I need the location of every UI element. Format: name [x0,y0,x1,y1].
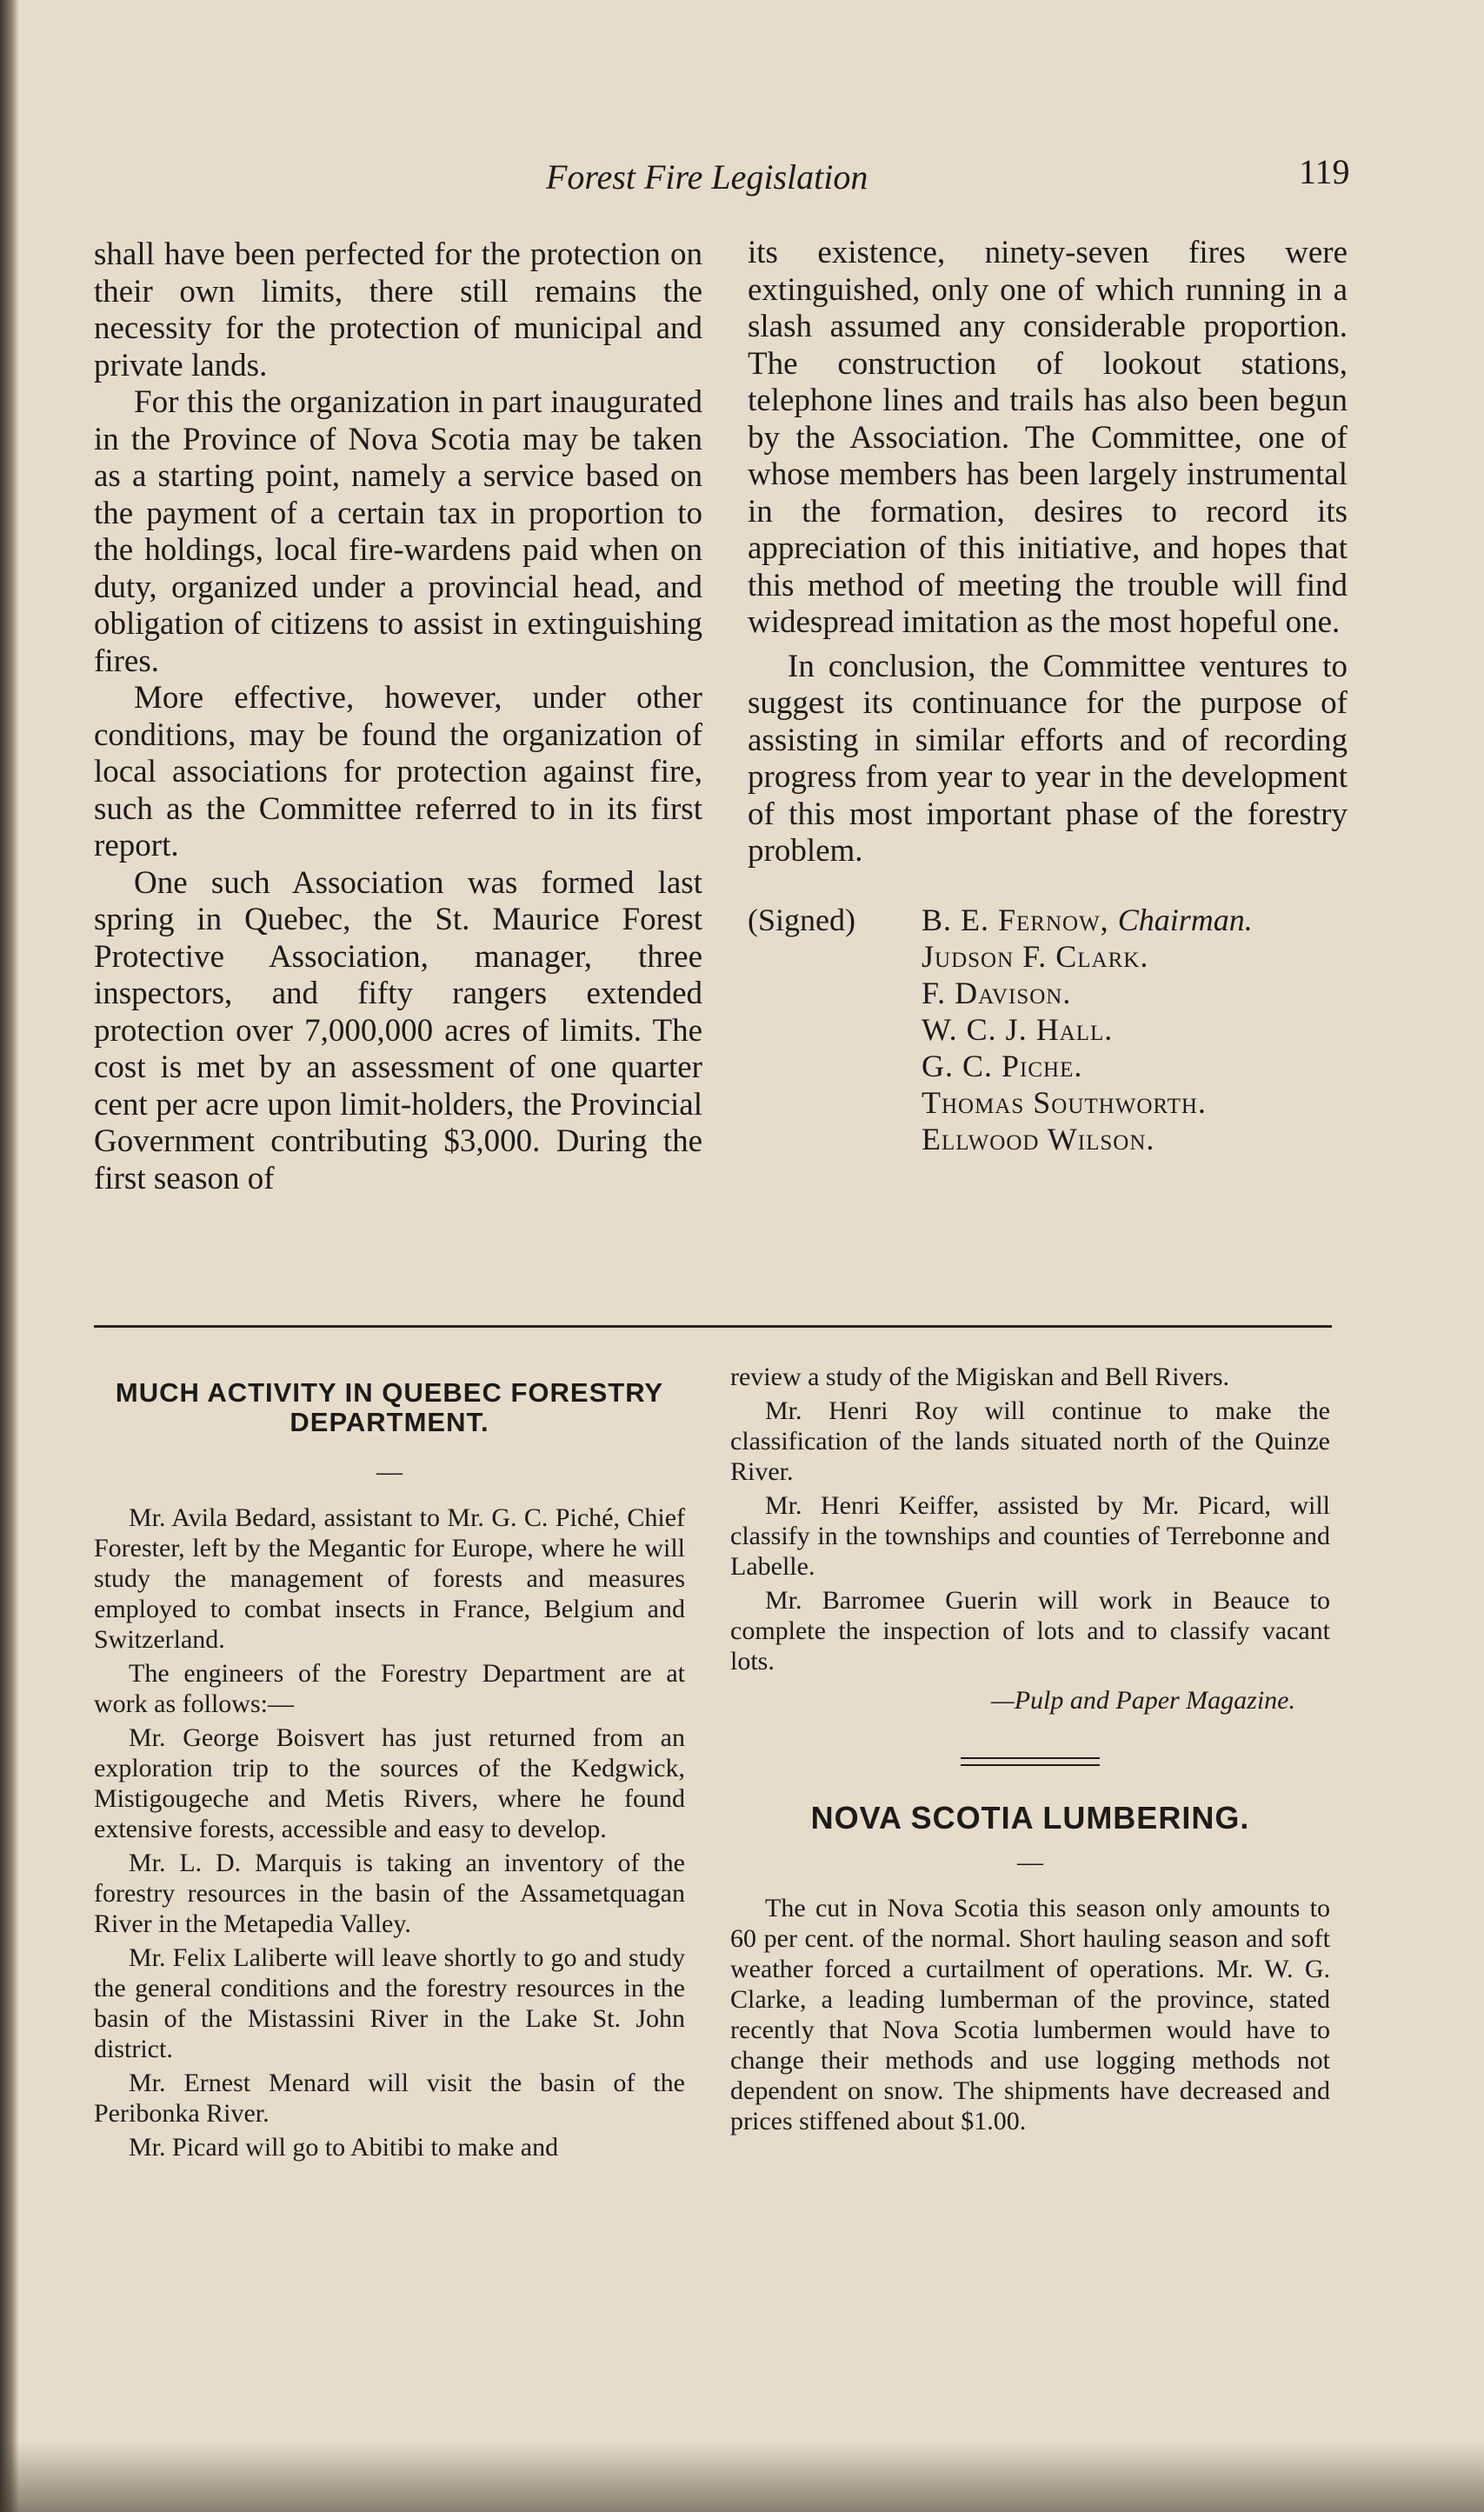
chairman-role: Chairman. [1117,902,1253,937]
report-column-left [94,237,702,1197]
paragraph: Mr. Henri Keiffer, assisted by Mr. Picard, will classify in the townships and counties of Terrebonne and Labelle. [730,1491,1330,1581]
paragraph: Mr. Barromee Guerin will work in Beauce to complete the inspection of lots and to classify vacant lots. [730,1586,1330,1676]
article-credit: —Pulp and Paper Magazine. [991,1686,1295,1715]
signatory: F. Davison. [922,975,1072,1010]
paragraph: Mr. Henri Roy will continue to make the classification of the lands situated north of the Quinze River. [730,1396,1330,1486]
page-binding-shadow [0,0,19,2512]
signatory: Judson F. Clark. [922,938,1149,974]
article-quebec-column-right [730,1362,1330,2140]
paragraph: Mr. L. D. Marquis is taking an inventory of the forestry resources in the basin of the Assametquagan River in the Metapedia Valley. [94,1849,685,1938]
paragraph: More effective, however, under other conditions, may be found the organization of local associations for protection against fire, such as the Committee referred to in its first report. [94,680,702,863]
paragraph: In conclusion, the Committee ventures to suggest its continuance for the purpose of assisting in similar efforts and of recording progress from year to year in the development of this most important phase of the forestry problem. [748,648,1348,869]
chairman-name: B. E. Fernow, [922,902,1109,937]
paragraph: Mr. Avila Bedard, assistant to Mr. G. C. Piché, Chief Forester, left by the Megantic for Europe, where he will study the management of forests and measures employed to combat insects in France, Belgium and Switzerland. [94,1503,685,1654]
page-bottom-shadow [0,2442,1484,2512]
paragraph: The cut in Nova Scotia this season only amounts to 60 per cent. of the normal. Short hauling season and soft weather forced a curtailment of operations. Mr. W. G. Clarke, a leading lumberman of the province, stated recently that Nova Scotia lumbermen would have to change their methods and use logging methods not dependent on snow. The shipments have decreased and prices stiffened about $1.00. [730,1894,1330,2136]
paragraph: One such Association was formed last spring in Quebec, the St. Maurice Forest Protective Association, manager, three inspectors, and fifty rangers extended protection over 7,000,000 acres of limits. The cost is met by an assessment of one quarter cent per acre upon limit-holders, the Provincial Government contributing $3,000. During the first season of [94,864,702,1196]
paragraph: For this the organization in part inaugurated in the Province of Nova Scotia may be taken as a starting point, namely a service based on the payment of a certain tax in proportion to the holdings, local fire-wardens paid when on duty, organized under a provincial head, and obligation of citizens to assist in extinguishing fires. [94,384,702,679]
signatory-chairman [922,902,1253,938]
signatory: G. C. Piche. [922,1048,1083,1083]
signatory: W. C. J. Hall. [922,1011,1114,1047]
article-heading-quebec: MUCH ACTIVITY IN QUEBEC FORESTRY DEPARTMENT. [115,1377,664,1437]
section-divider-rule [94,1325,1332,1328]
running-header-title: Forest Fire Legislation [546,157,868,197]
signature-label: (Signed) [748,902,855,937]
signature-block [748,902,1348,1157]
paragraph: Mr. Picard will go to Abitibi to make and [129,2133,559,2162]
article-heading-nova-scotia: NOVA SCOTIA LUMBERING. [810,1800,1250,1836]
signatory-list [922,902,1253,1157]
paragraph: Mr. Ernest Menard will visit the basin of the Peribonka River. [94,2069,685,2128]
heading-dash: — [1017,1848,1043,1876]
report-column-right [748,235,1348,1157]
paragraph: its existence, ninety-seven fires were extinguished, only one of which running in a slash assumed any considerable proportion. The construction of lookout stations, telephone lines and trails has also been begun by the Association. The Committee, one of whose members has been largely instrumental in the formation, desires to record its appreciation of this initiative, and hopes that this method of meeting the trouble will find widespread imitation as the most hopeful one. [748,235,1348,640]
heading-dash: — [376,1457,403,1486]
page-number: 119 [1299,152,1350,191]
paragraph: The engineers of the Forestry Department are at work as follows:— [94,1659,685,1718]
paragraph: Mr. George Boisvert has just returned from an exploration trip to the sources of the Kedgwick, Mistigougeche and Metis Rivers, where he found extensive forests, accessible and easy to develop. [94,1723,685,1843]
paragraph: shall have been perfected for the protection on their own limits, there still remains the necessity for the protection of municipal and private lands. [94,237,702,383]
paragraph: Mr. Felix Laliberte will leave shortly to go and study the general conditions and the forestry resources in the basin of the Mistassini River in the Lake St. John district. [94,1943,685,2063]
signatory: Ellwood Wilson. [922,1121,1155,1156]
ornament-divider [961,1757,1100,1766]
article-quebec-column-left [94,1378,685,2166]
signatory: Thomas Southworth. [922,1084,1207,1120]
paragraph: review a study of the Migiskan and Bell Rivers. [730,1363,1230,1391]
